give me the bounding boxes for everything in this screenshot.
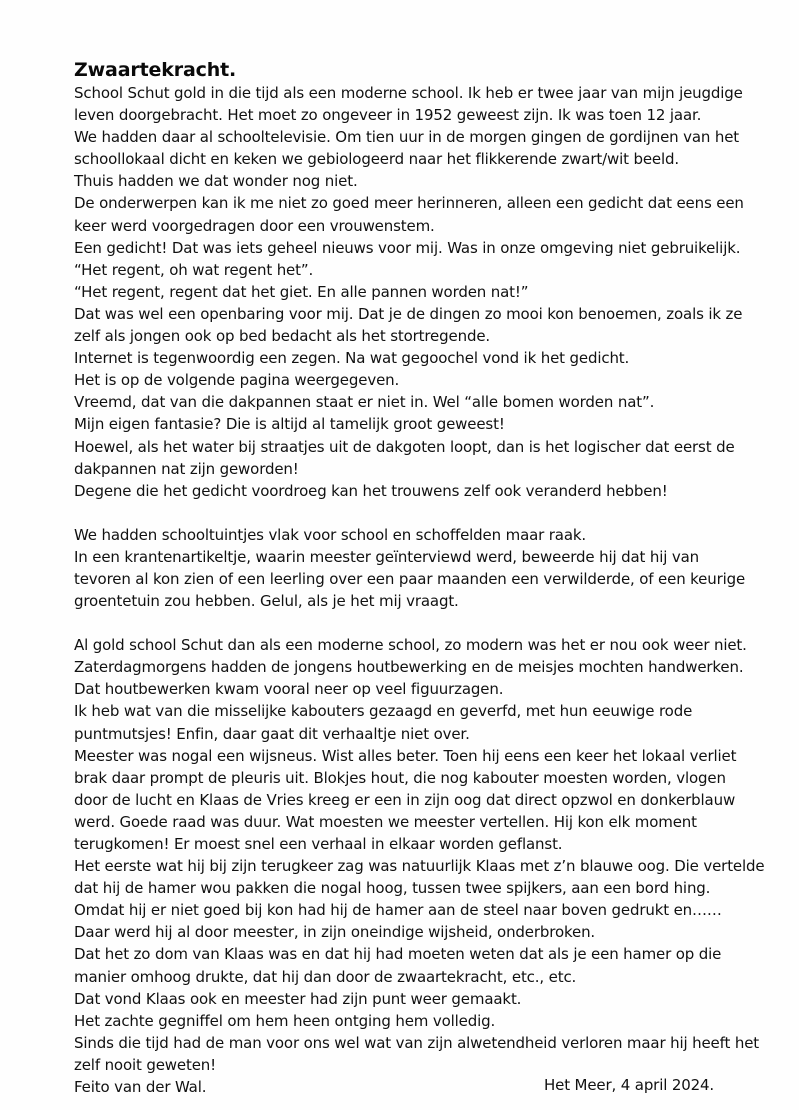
text-line: Zaterdagmorgens hadden de jongens houtbewerking en de meisjes mochten handwerken. xyxy=(74,658,744,677)
text-line: School Schut gold in die tijd als een moderne school. Ik heb er twee jaar van mijn jeugdige xyxy=(74,84,743,102)
text-line: brak daar prompt de pleuris uit. Blokjes hout, die nog kabouter moesten worden, vlogen xyxy=(74,768,726,787)
text-line: dat hij de hamer wou pakken die nogal hoog, tussen twee spijkers, aan een bord hing. xyxy=(74,879,711,898)
text-line: Meester was nogal een wijsneus. Wist alles beter. Toen hij eens een keer het lokaal verliet xyxy=(74,746,737,765)
text-line: Sinds die tijd had de man voor ons wel wat van zijn alwetendheid verloren maar hij heeft het xyxy=(74,1033,760,1052)
text-line: Dat was wel een openbaring voor mij. Dat je de dingen zo mooi kon benoemen, zoals ik ze xyxy=(74,304,743,323)
text-line: Het is op de volgende pagina weergegeven. xyxy=(74,371,400,390)
text-line: Mijn eigen fantasie? Die is altijd al tamelijk groot geweest! xyxy=(74,415,505,434)
author-name: Feito van der Wal. xyxy=(74,1078,207,1097)
text-line: Internet is tegenwoordig een zegen. Na wat gegoochel vond ik het gedicht. xyxy=(74,349,630,368)
text-line: “Het regent, regent dat het giet. En alle pannen worden nat!” xyxy=(74,282,529,301)
document-body xyxy=(74,58,774,1098)
text-line: “Het regent, oh wat regent het”. xyxy=(74,260,314,279)
text-line: dakpannen nat zijn geworden! xyxy=(74,459,299,478)
text-line: Dat houtbewerken kwam vooral neer op veel figuurzagen. xyxy=(74,680,504,699)
document-title: Zwaartekracht. xyxy=(74,59,237,81)
text-line: Het zachte gegniffel om hem heen ontging hem volledig. xyxy=(74,1011,496,1030)
text-line: Omdat hij er niet goed bij kon had hij de hamer aan de steel naar boven gedrukt en…… xyxy=(74,901,722,920)
place-date: Het Meer, 4 april 2024. xyxy=(544,1076,715,1095)
text-line: We hadden daar al schooltelevisie. Om tien uur in de morgen gingen de gordijnen van het xyxy=(74,128,740,147)
text-line: Thuis hadden we dat wonder nog niet. xyxy=(74,172,358,191)
text-line: tevoren al kon zien of een leerling over een paar maanden een verwilderde, of een keurige xyxy=(74,569,746,588)
text-line: puntmutsjes! Enfin, daar gaat dit verhaaltje niet over. xyxy=(74,724,470,743)
text-line: De onderwerpen kan ik me niet zo goed meer herinneren, alleen een gedicht dat eens een xyxy=(74,194,744,213)
text-line: door de lucht en Klaas de Vries kreeg er een in zijn oog dat direct opzwol en donkerblauw xyxy=(74,790,736,809)
text-line: Hoewel, als het water bij straatjes uit de dakgoten loopt, dan is het logischer dat eerst de xyxy=(74,437,735,456)
text-line: Dat vond Klaas ook en meester had zijn punt weer gemaakt. xyxy=(74,989,522,1008)
paragraph-schooltuintjes xyxy=(74,524,774,612)
text-line: keer werd voorgedragen door een vrouwenstem. xyxy=(74,216,435,235)
paragraph-houtbewerking xyxy=(74,634,774,1076)
signature-row xyxy=(74,1076,774,1098)
paragraph-spacer xyxy=(74,502,774,524)
text-line: schoollokaal dicht en keken we gebiologeerd naar het flikkerende zwart/wit beeld. xyxy=(74,150,679,169)
text-line: In een krantenartikeltje, waarin meester geïnterviewd werd, beweerde hij dat hij van xyxy=(74,547,700,566)
text-line: Al gold school Schut dan als een moderne school, zo modern was het er nou ook weer niet. xyxy=(74,636,747,655)
text-line: Dat het zo dom van Klaas was en dat hij had moeten weten dat als je een hamer op die xyxy=(74,945,722,964)
text-line: manier omhoog drukte, dat hij dan door de zwaartekracht, etc., etc. xyxy=(74,967,577,986)
text-line: Vreemd, dat van die dakpannen staat er niet in. Wel “alle bomen worden nat”. xyxy=(74,393,655,412)
text-line: groentetuin zou hebben. Gelul, als je het mij vraagt. xyxy=(74,592,459,611)
text-line: Degene die het gedicht voordroeg kan het trouwens zelf ook veranderd hebben! xyxy=(74,481,668,500)
text-line: We hadden schooltuintjes vlak voor school en schoffelden maar raak. xyxy=(74,525,587,544)
text-line: Ik heb wat van die misselijke kabouters gezaagd en geverfd, met hun eeuwige rode xyxy=(74,702,693,721)
text-line: Een gedicht! Dat was iets geheel nieuws voor mij. Was in onze omgeving niet gebruikelijk. xyxy=(74,238,741,257)
text-line: werd. Goede raad was duur. Wat moesten we meester vertellen. Hij kon elk moment xyxy=(74,812,697,831)
paragraph-schooltelevisie xyxy=(74,82,774,502)
text-line: terugkomen! Er moest snel een verhaal in elkaar worden geflanst. xyxy=(74,835,563,853)
paragraph-spacer xyxy=(74,612,774,634)
text-line: zelf nooit geweten! xyxy=(74,1055,217,1074)
text-line: leven doorgebracht. Het moet zo ongeveer in 1952 geweest zijn. Ik was toen 12 jaar. xyxy=(74,106,702,125)
text-line: Het eerste wat hij bij zijn terugkeer zag was natuurlijk Klaas met z’n blauwe oog. Die vertelde xyxy=(74,857,765,876)
text-line: zelf als jongen ook op bed bedacht als het stortregende. xyxy=(74,327,491,346)
text-line: Daar werd hij al door meester, in zijn oneindige wijsheid, onderbroken. xyxy=(74,923,596,942)
